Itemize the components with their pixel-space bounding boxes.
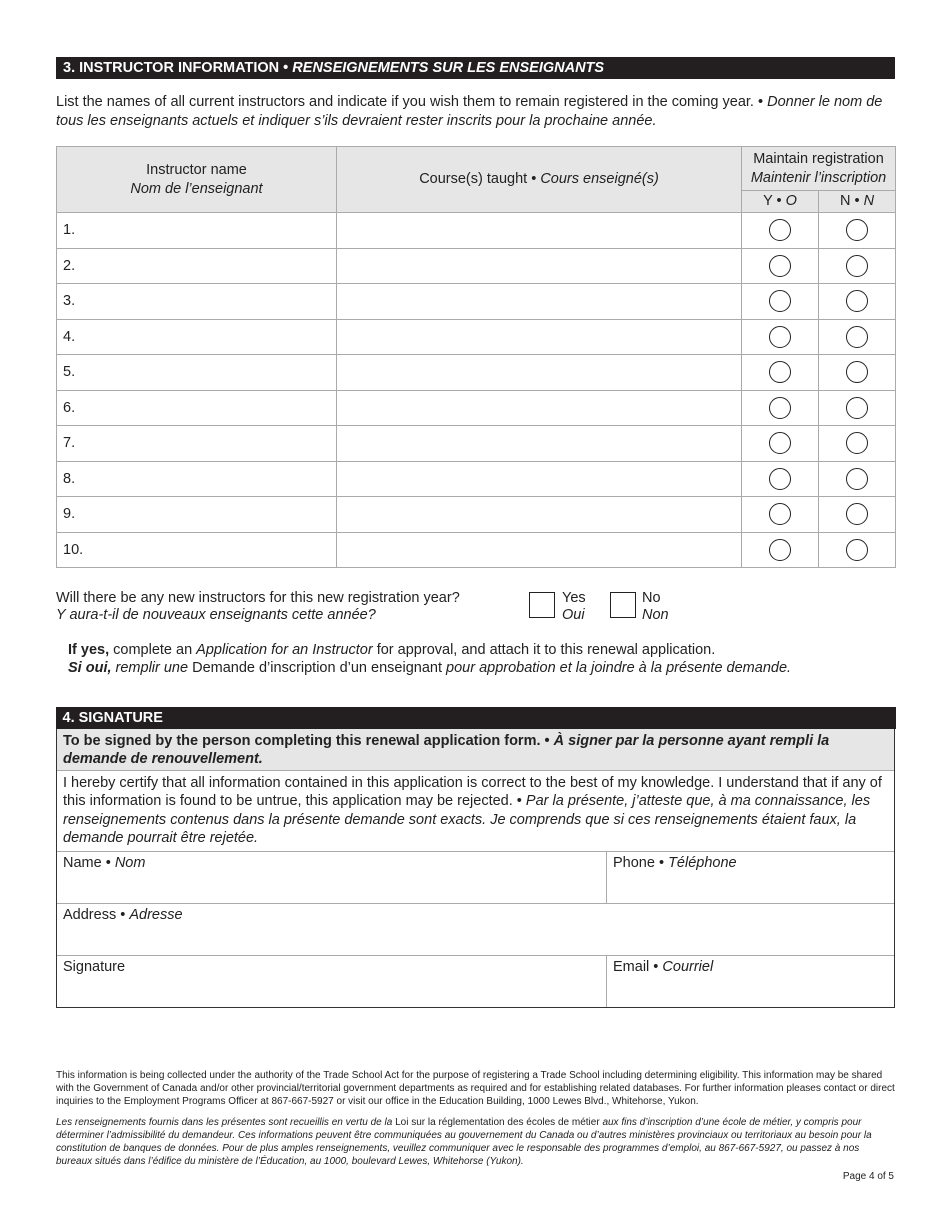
table-row — [57, 355, 896, 391]
privacy-fr-2: aux fins d’inscription d’une école de métier, y compris pour déterminer l’admissibilité du demandeur. Ces informations peuvent être communiquées au gouvernement du Canada ou d’autres ministères provinciaux ou territoriaux au besoin pour la constitution de banques de données. Pour de plus amples renseignements, veuillez communiquer avec le responsable des programmes d’emploi, au 867-667-5927, ou passez à nos bureaux situés dans l’édifice du ministère de l’Éducation, au 1000, boulevard Lewes, Whitehorse (Yukon). — [56, 1117, 872, 1167]
phone-label: Phone • — [613, 854, 665, 871]
yes-radio-cell[interactable] — [742, 497, 819, 533]
table-row — [57, 461, 896, 497]
yes-radio[interactable] — [769, 539, 791, 561]
col-maintain-en: Maintain registration — [753, 150, 884, 167]
col-yes-en: Y • — [763, 193, 782, 209]
col-maintain — [742, 147, 896, 191]
course-field[interactable] — [337, 319, 742, 355]
col-course-fr: Cours enseigné(s) — [540, 171, 659, 187]
course-field[interactable] — [337, 497, 742, 533]
section-4-title: 4. SIGNATURE — [62, 709, 163, 726]
section-3-title-fr: RENSEIGNEMENTS SUR LES ENSEIGNANTS — [292, 60, 605, 76]
yes-radio[interactable] — [769, 255, 791, 277]
yes-radio-cell[interactable] — [742, 319, 819, 355]
signature-label: Signature — [63, 958, 126, 975]
row-number: 7. — [57, 426, 337, 462]
no-radio-cell[interactable] — [819, 248, 896, 284]
privacy-notice-fr — [56, 1116, 895, 1168]
cert-fr: Par la présente, j’atteste que, à ma connaissance, les renseignements contenus dans la présente demande sont exacts. Je comprends que si ces renseignements étaient faux, la demande pourrait être rejetée. — [63, 793, 871, 846]
yes-radio[interactable] — [769, 397, 791, 419]
name-field[interactable] — [57, 852, 607, 903]
no-radio-cell[interactable] — [819, 319, 896, 355]
yes-radio-cell[interactable] — [742, 390, 819, 426]
row-number: 2. — [57, 248, 337, 284]
signature-section — [56, 707, 895, 1008]
no-radio-cell[interactable] — [819, 390, 896, 426]
name-phone-row — [57, 852, 894, 904]
email-field[interactable] — [607, 956, 894, 1007]
application-title: Application for an Instructor — [196, 642, 373, 658]
section-3-header — [56, 57, 895, 79]
course-field[interactable] — [337, 532, 742, 568]
no-radio-cell[interactable] — [819, 532, 896, 568]
table-row — [57, 248, 896, 284]
question-en: Will there be any new instructors for this new registration year? — [56, 590, 460, 606]
if-yes-text-1: complete an — [113, 642, 193, 658]
address-field[interactable] — [57, 904, 894, 955]
address-row — [57, 904, 894, 956]
yes-radio[interactable] — [769, 361, 791, 383]
yes-checkbox[interactable] — [529, 592, 555, 618]
course-field[interactable] — [337, 461, 742, 497]
row-number: 10. — [57, 532, 337, 568]
section-3-title: 3. INSTRUCTOR INFORMATION • — [63, 60, 289, 76]
no-checkbox-label — [642, 590, 669, 624]
row-number: 1. — [57, 213, 337, 249]
if-yes-bold: If yes, — [68, 642, 110, 658]
section-3-intro — [56, 93, 895, 131]
course-field[interactable] — [337, 390, 742, 426]
table-row — [57, 426, 896, 462]
course-field[interactable] — [337, 213, 742, 249]
if-yes-fr — [68, 659, 895, 677]
new-instructors-question — [56, 590, 895, 630]
table-row — [57, 284, 896, 320]
yes-radio[interactable] — [769, 326, 791, 348]
yes-label-fr: Oui — [562, 607, 585, 623]
if-yes-en — [68, 641, 895, 659]
col-name-fr: Nom de l’enseignant — [130, 180, 263, 197]
yes-radio[interactable] — [769, 503, 791, 525]
section-4-header — [56, 707, 896, 729]
yes-radio[interactable] — [769, 468, 791, 490]
col-no-fr: N — [863, 193, 875, 209]
course-field[interactable] — [337, 284, 742, 320]
signature-email-row — [57, 956, 894, 1007]
instructor-table — [56, 146, 896, 568]
phone-label-fr: Téléphone — [668, 854, 737, 871]
yes-radio-cell[interactable] — [742, 355, 819, 391]
no-radio-cell[interactable] — [819, 497, 896, 533]
if-yes-text-2: for approval, and attach it to this renewal application. — [376, 642, 716, 658]
email-label-fr: Courriel — [662, 958, 714, 975]
no-radio-cell[interactable] — [819, 426, 896, 462]
yes-radio-cell[interactable] — [742, 284, 819, 320]
no-radio[interactable] — [846, 290, 868, 312]
demande-title: Demande d’inscription d’un enseignant — [192, 660, 442, 676]
name-label: Name • — [63, 854, 111, 871]
row-number: 5. — [57, 355, 337, 391]
table-row — [57, 390, 896, 426]
name-label-fr: Nom — [114, 854, 146, 871]
new-instructors-text — [56, 590, 460, 624]
row-number: 3. — [57, 284, 337, 320]
question-fr: Y aura-t-il de nouveaux enseignants cette année? — [56, 607, 376, 623]
table-row — [57, 319, 896, 355]
row-number: 9. — [57, 497, 337, 533]
yes-radio-cell[interactable] — [742, 461, 819, 497]
col-yes-fr: O — [785, 193, 797, 209]
row-number: 4. — [57, 319, 337, 355]
si-oui-bold: Si oui, — [68, 660, 112, 676]
sig-sub-fr: À signer par la personne ayant rempli la demande de renouvellement. — [63, 732, 830, 767]
sig-sub-en: To be signed by the person completing this renewal application form. • — [63, 732, 550, 749]
yes-radio-cell[interactable] — [742, 426, 819, 462]
no-radio-cell[interactable] — [819, 461, 896, 497]
si-oui-text-1: remplir une — [115, 660, 189, 676]
yes-radio[interactable] — [769, 432, 791, 454]
signature-subheader — [57, 729, 894, 771]
si-oui-text-2: pour approbation et la joindre à la présente demande. — [446, 660, 792, 676]
intro-en: List the names of all current instructors and indicate if you wish them to remain registered in the coming year. • — [56, 94, 764, 110]
col-yes — [742, 191, 819, 213]
col-courses — [337, 147, 742, 213]
yes-radio-cell[interactable] — [742, 532, 819, 568]
address-label: Address • — [63, 906, 126, 923]
no-radio[interactable] — [846, 397, 868, 419]
no-radio[interactable] — [846, 503, 868, 525]
privacy-fr-1: Les renseignements fournis dans les présentes sont recueillis en vertu de la — [56, 1117, 393, 1128]
yes-radio[interactable] — [769, 290, 791, 312]
no-radio-cell[interactable] — [819, 284, 896, 320]
col-instructor-name — [57, 147, 337, 213]
no-radio[interactable] — [846, 432, 868, 454]
phone-field[interactable] — [607, 852, 894, 903]
yes-radio-cell[interactable] — [742, 248, 819, 284]
no-radio[interactable] — [846, 361, 868, 383]
yes-radio-cell[interactable] — [742, 213, 819, 249]
col-no — [819, 191, 896, 213]
yes-label-en: Yes — [562, 590, 586, 606]
no-radio[interactable] — [846, 219, 868, 241]
privacy-notice-en: This information is being collected under the authority of the Trade School Act for the purpose of registering a Trade School including determining eligibility. This information may be shared with the Government of Canada and/or other provincial/territorial government departments as required and for establishing related databases. For further information pleases contact or direct inquiries to the Employment Programs Officer at 867-667-5927 or visit our office in the Education Building, 1000 Lewes Blvd., Whitehorse, Yukon. — [56, 1070, 895, 1107]
col-course-en: Course(s) taught • — [419, 171, 537, 187]
table-row — [57, 497, 896, 533]
no-radio[interactable] — [846, 468, 868, 490]
if-yes-instructions — [68, 641, 895, 677]
col-name-en: Instructor name — [146, 161, 247, 178]
signature-field[interactable] — [57, 956, 607, 1007]
no-label-en: No — [642, 590, 661, 606]
row-number: 8. — [57, 461, 337, 497]
course-field[interactable] — [337, 355, 742, 391]
course-field[interactable] — [337, 426, 742, 462]
no-checkbox[interactable] — [610, 592, 636, 618]
yes-checkbox-label — [562, 590, 586, 624]
table-row — [57, 213, 896, 249]
no-radio[interactable] — [846, 539, 868, 561]
cert-en: I hereby certify that all information contained in this application is correct to the best of my knowledge. I understand that if any of this information is found to be untrue, this application may be rejected. • — [63, 774, 882, 809]
intro-fr: Donner le nom de tous les enseignants actuels et indiquer s’ils devraient rester inscrits pour la prochaine année. — [56, 94, 883, 129]
page-number: Page 4 of 5 — [842, 1171, 894, 1182]
no-radio-cell[interactable] — [819, 213, 896, 249]
address-label-fr: Adresse — [129, 906, 183, 923]
yes-radio[interactable] — [769, 219, 791, 241]
no-radio-cell[interactable] — [819, 355, 896, 391]
no-label-fr: Non — [642, 607, 669, 623]
no-radio[interactable] — [846, 255, 868, 277]
col-no-en: N • — [839, 193, 860, 209]
course-field[interactable] — [337, 248, 742, 284]
col-maintain-fr: Maintenir l’inscription — [750, 169, 887, 186]
no-radio[interactable] — [846, 326, 868, 348]
form-page — [56, 57, 895, 1008]
certification-text — [57, 771, 894, 852]
row-number: 6. — [57, 390, 337, 426]
table-row — [57, 532, 896, 568]
email-label: Email • — [613, 958, 659, 975]
privacy-fr-law: Loi sur la réglementation des écoles de métier — [395, 1117, 600, 1128]
